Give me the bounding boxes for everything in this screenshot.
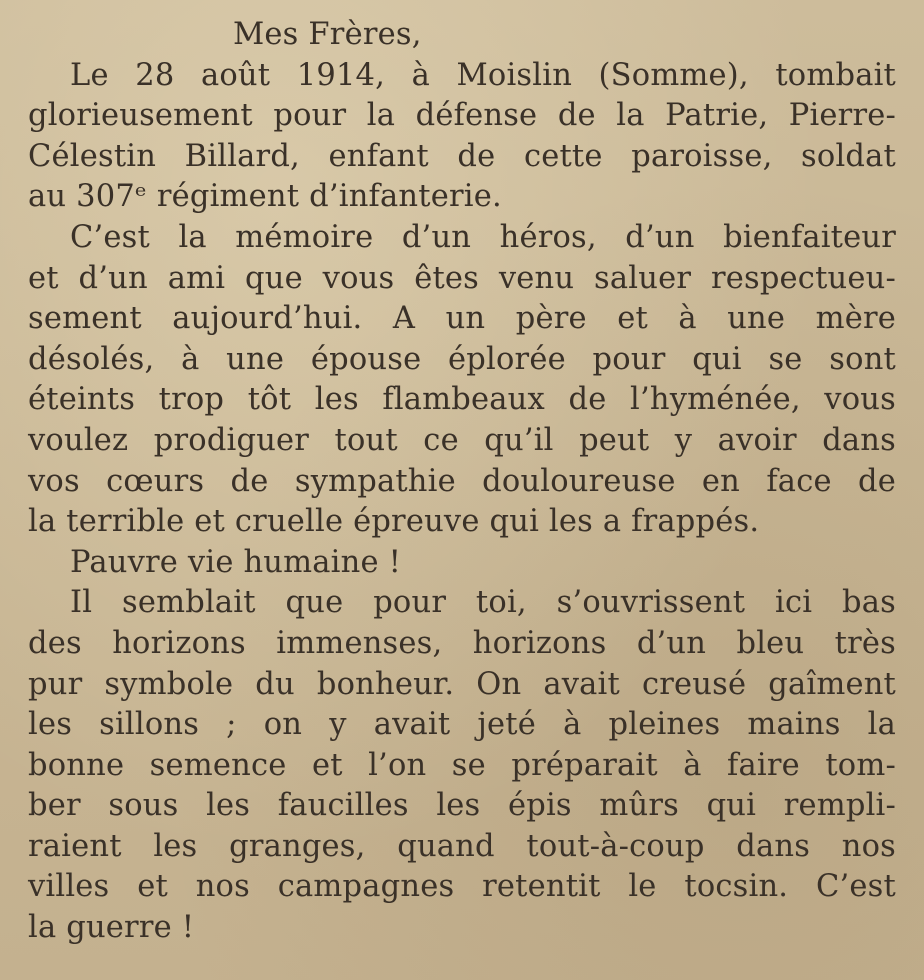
salutation: Mes Frères, bbox=[233, 17, 422, 52]
text-line: pur symbole du bonheur. On avait creusé gaîment bbox=[28, 666, 896, 702]
text-line: voulez prodiguer tout ce qu’il peut y avoir dans bbox=[28, 422, 896, 458]
text-line: C’est la mémoire d’un héros, d’un bienfaiteur bbox=[70, 219, 896, 255]
article-body bbox=[28, 15, 896, 949]
text-line: sement aujourd’hui. A un père et à une mère bbox=[28, 301, 896, 337]
text-line: Célestin Billard, enfant de cette paroisse, soldat bbox=[28, 138, 896, 174]
text-line: Pauvre vie humaine ! bbox=[70, 544, 402, 580]
text-line: désolés, à une épouse éplorée pour qui se sont bbox=[28, 341, 896, 377]
text-line: éteints trop tôt les flambeaux de l’hyménée, vous bbox=[28, 382, 896, 418]
text-line: les sillons ; on y avait jeté à pleines mains la bbox=[28, 707, 896, 743]
text-line: glorieusement pour la défense de la Patrie, Pierre- bbox=[28, 98, 896, 134]
text-line: des horizons immenses, horizons d’un bleu très bbox=[28, 625, 896, 661]
text-line: raient les granges, quand tout-à-coup dans nos bbox=[28, 828, 896, 864]
text-line: ber sous les faucilles les épis mûrs qui rempli- bbox=[28, 788, 896, 824]
text-line: la terrible et cruelle épreuve qui les a frappés. bbox=[28, 504, 760, 540]
text-line: vos cœurs de sympathie douloureuse en face de bbox=[28, 463, 896, 499]
text-line: au 307ᵉ régiment d’infanterie. bbox=[28, 179, 502, 215]
text-line: la guerre ! bbox=[28, 910, 195, 946]
text-line: bonne semence et l’on se préparait à faire tom- bbox=[28, 747, 896, 783]
text-line: Il semblait que pour toi, s’ouvrissent ici bas bbox=[70, 585, 896, 621]
text-line: et d’un ami que vous êtes venu saluer respectueu- bbox=[28, 260, 896, 296]
text-line: Le 28 août 1914, à Moislin (Somme), tombait bbox=[70, 57, 896, 93]
text-line: villes et nos campagnes retentit le tocsin. C’est bbox=[28, 869, 896, 905]
